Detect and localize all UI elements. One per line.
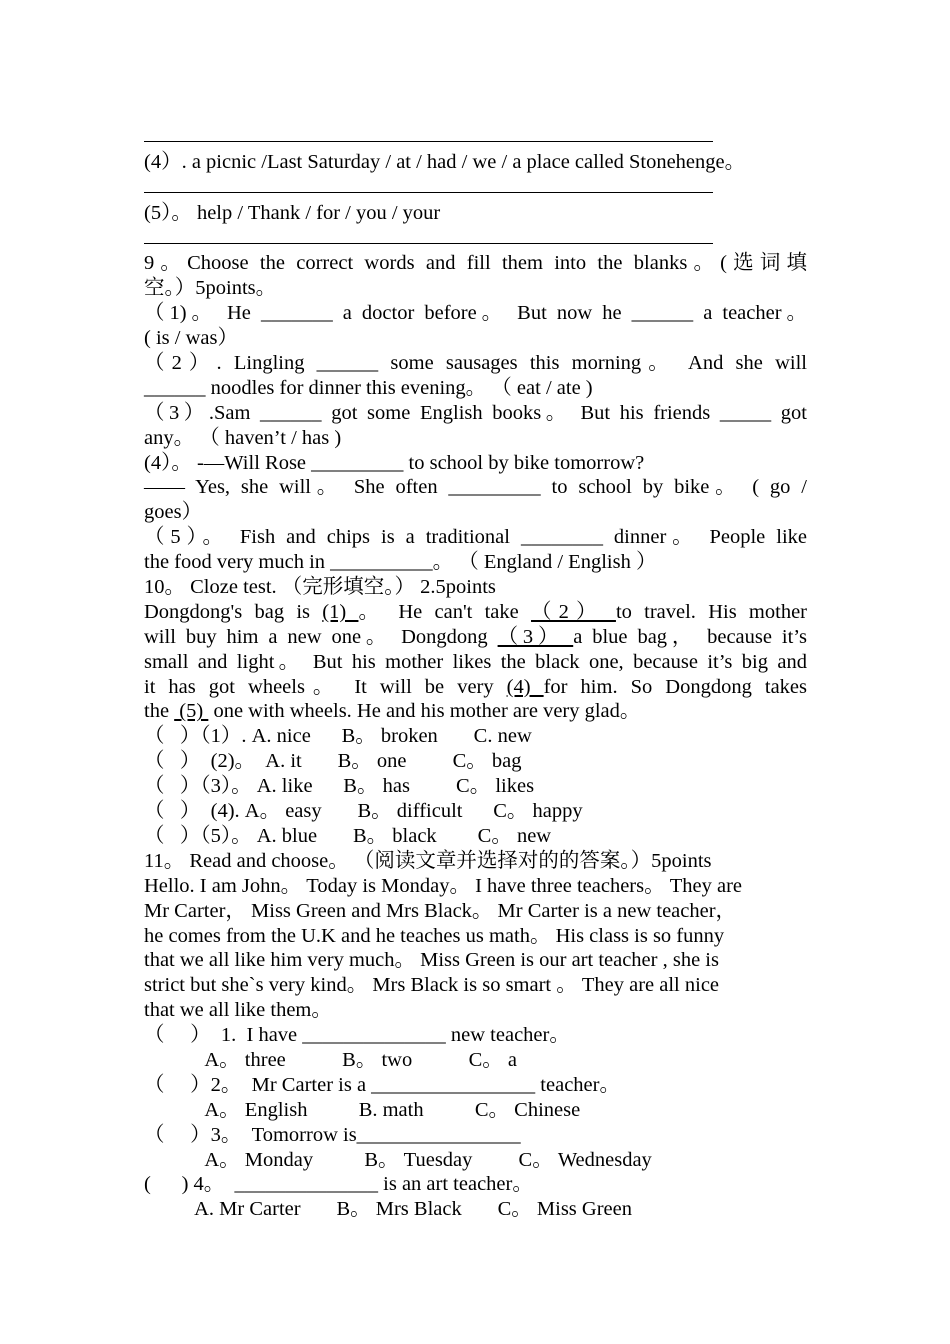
q9-line: —— Yes, she will。 She often _________ to school by bike。 ( go / [144, 476, 807, 499]
q9-line: （2）. Lingling ______ some sausages this morning。 And she will [144, 352, 807, 375]
q10-passage-line: the (5) one with wheels. He and his mother are very glad。 [144, 700, 641, 723]
q9-title-cont: 空。）5points。 [144, 277, 277, 300]
q9-line: （3）.Sam ______ got some English books。 But his friends _____ got [144, 401, 807, 424]
q11-question: （ ）2。 Mr Carter is a ________________ teacher。 [144, 1073, 620, 1096]
q11-options: A. Mr Carter B。 Mrs Black C。 Miss Green [144, 1198, 632, 1221]
cloze-blank: (4) [506, 675, 544, 698]
q11-options: A。 three B。 two C。 a [144, 1048, 517, 1071]
q9-line: （1)。 He _______ a doctor before。 But now he ______ a teacher。 [144, 302, 807, 325]
q9-line: （5）。 Fish and chips is a traditional ________ dinner。 People like [144, 526, 807, 549]
q10-title: 10。 Cloze test. （完形填空。） 2.5points [144, 576, 496, 599]
q9-line: (4）。 -—Will Rose _________ to school by bike tomorrow? [144, 451, 645, 474]
q9-line: the food very much in __________。 （ England / English ） [144, 551, 657, 574]
cloze-blank: (5) [174, 700, 209, 723]
cloze-blank: （2） [531, 600, 616, 623]
q10-passage-line: will buy him a new one。 Dongdong （3） a blue bag， because it’s [144, 625, 807, 648]
q10-choice: （ ）（1）. A. nice B。 broken C. new [144, 725, 532, 748]
q11-passage-line: Mr Carter， Miss Green and Mrs Black。 Mr Carter is a new teacher， [144, 899, 737, 922]
q8-item-5: (5）。 help / Thank / for / you / your [144, 201, 441, 224]
q11-passage-line: strict but she`s very kind。 Mrs Black is so smart 。 They are all nice [144, 974, 720, 997]
worksheet-page [144, 124, 807, 1222]
q9-title: 9。Choose the correct words and fill them into the blanks。(选词填 [144, 252, 807, 275]
q11-options: A。 Monday B。 Tuesday C。 Wednesday [144, 1148, 652, 1171]
answer-line [144, 124, 713, 142]
q9-line: goes） [144, 501, 203, 524]
q9-line: any。 （ haven’t / has ) [144, 426, 342, 449]
q10-choice: （ ）（3）。 A. like B。 has C。 likes [144, 775, 535, 798]
q10-passage-line: Dongdong's bag is (1) 。 He can't take （2） to travel. His mother [144, 600, 808, 623]
cloze-blank: （3） [497, 625, 574, 648]
q11-passage-line: Hello. I am John。 Today is Monday。 I have three teachers。 They are [144, 874, 742, 897]
cloze-blank: (1) [322, 600, 359, 623]
q11-passage-line: that we all like them。 [144, 999, 332, 1022]
answer-line [144, 226, 713, 244]
q11-question: （ ）3。 Tomorrow is________________ [144, 1123, 521, 1146]
q8-item-4: (4）. a picnic /Last Saturday / at / had / we / a place called Stonehenge。 [144, 150, 746, 173]
q10-passage-line: it has got wheels。 It will be very (4) for him. So Dongdong takes [144, 675, 808, 698]
q11-title: 11。 Read and choose。 （阅读文章并选择对的的答案。）5points [144, 849, 712, 872]
q9-line: ( is / was） [144, 327, 238, 350]
q9-line: ______ noodles for dinner this evening。 （ eat / ate ) [144, 376, 593, 399]
q11-question: （ ） 1. I have ______________ new teacher。 [144, 1024, 570, 1047]
answer-line [144, 175, 713, 193]
q10-choice: （ ）（5）。 A. blue B。 black C。 new [144, 824, 552, 847]
q10-passage-line: small and light。 But his mother likes the black one, because it’s big and [144, 650, 807, 673]
q10-choice: （ ） (2)。 A. it B。 one C。 bag [144, 750, 522, 773]
q11-question: ( ) 4。 ______________ is an art teacher。 [144, 1173, 533, 1196]
q11-passage-line: he comes from the U.K and he teaches us math。 His class is so funny [144, 924, 725, 947]
q10-choice: （ ） (4). A。 easy B。 difficult C。 happy [144, 800, 583, 823]
q11-options: A。 English B. math C。 Chinese [144, 1098, 581, 1121]
q11-passage-line: that we all like him very much。 Miss Green is our art teacher , she is [144, 949, 719, 972]
